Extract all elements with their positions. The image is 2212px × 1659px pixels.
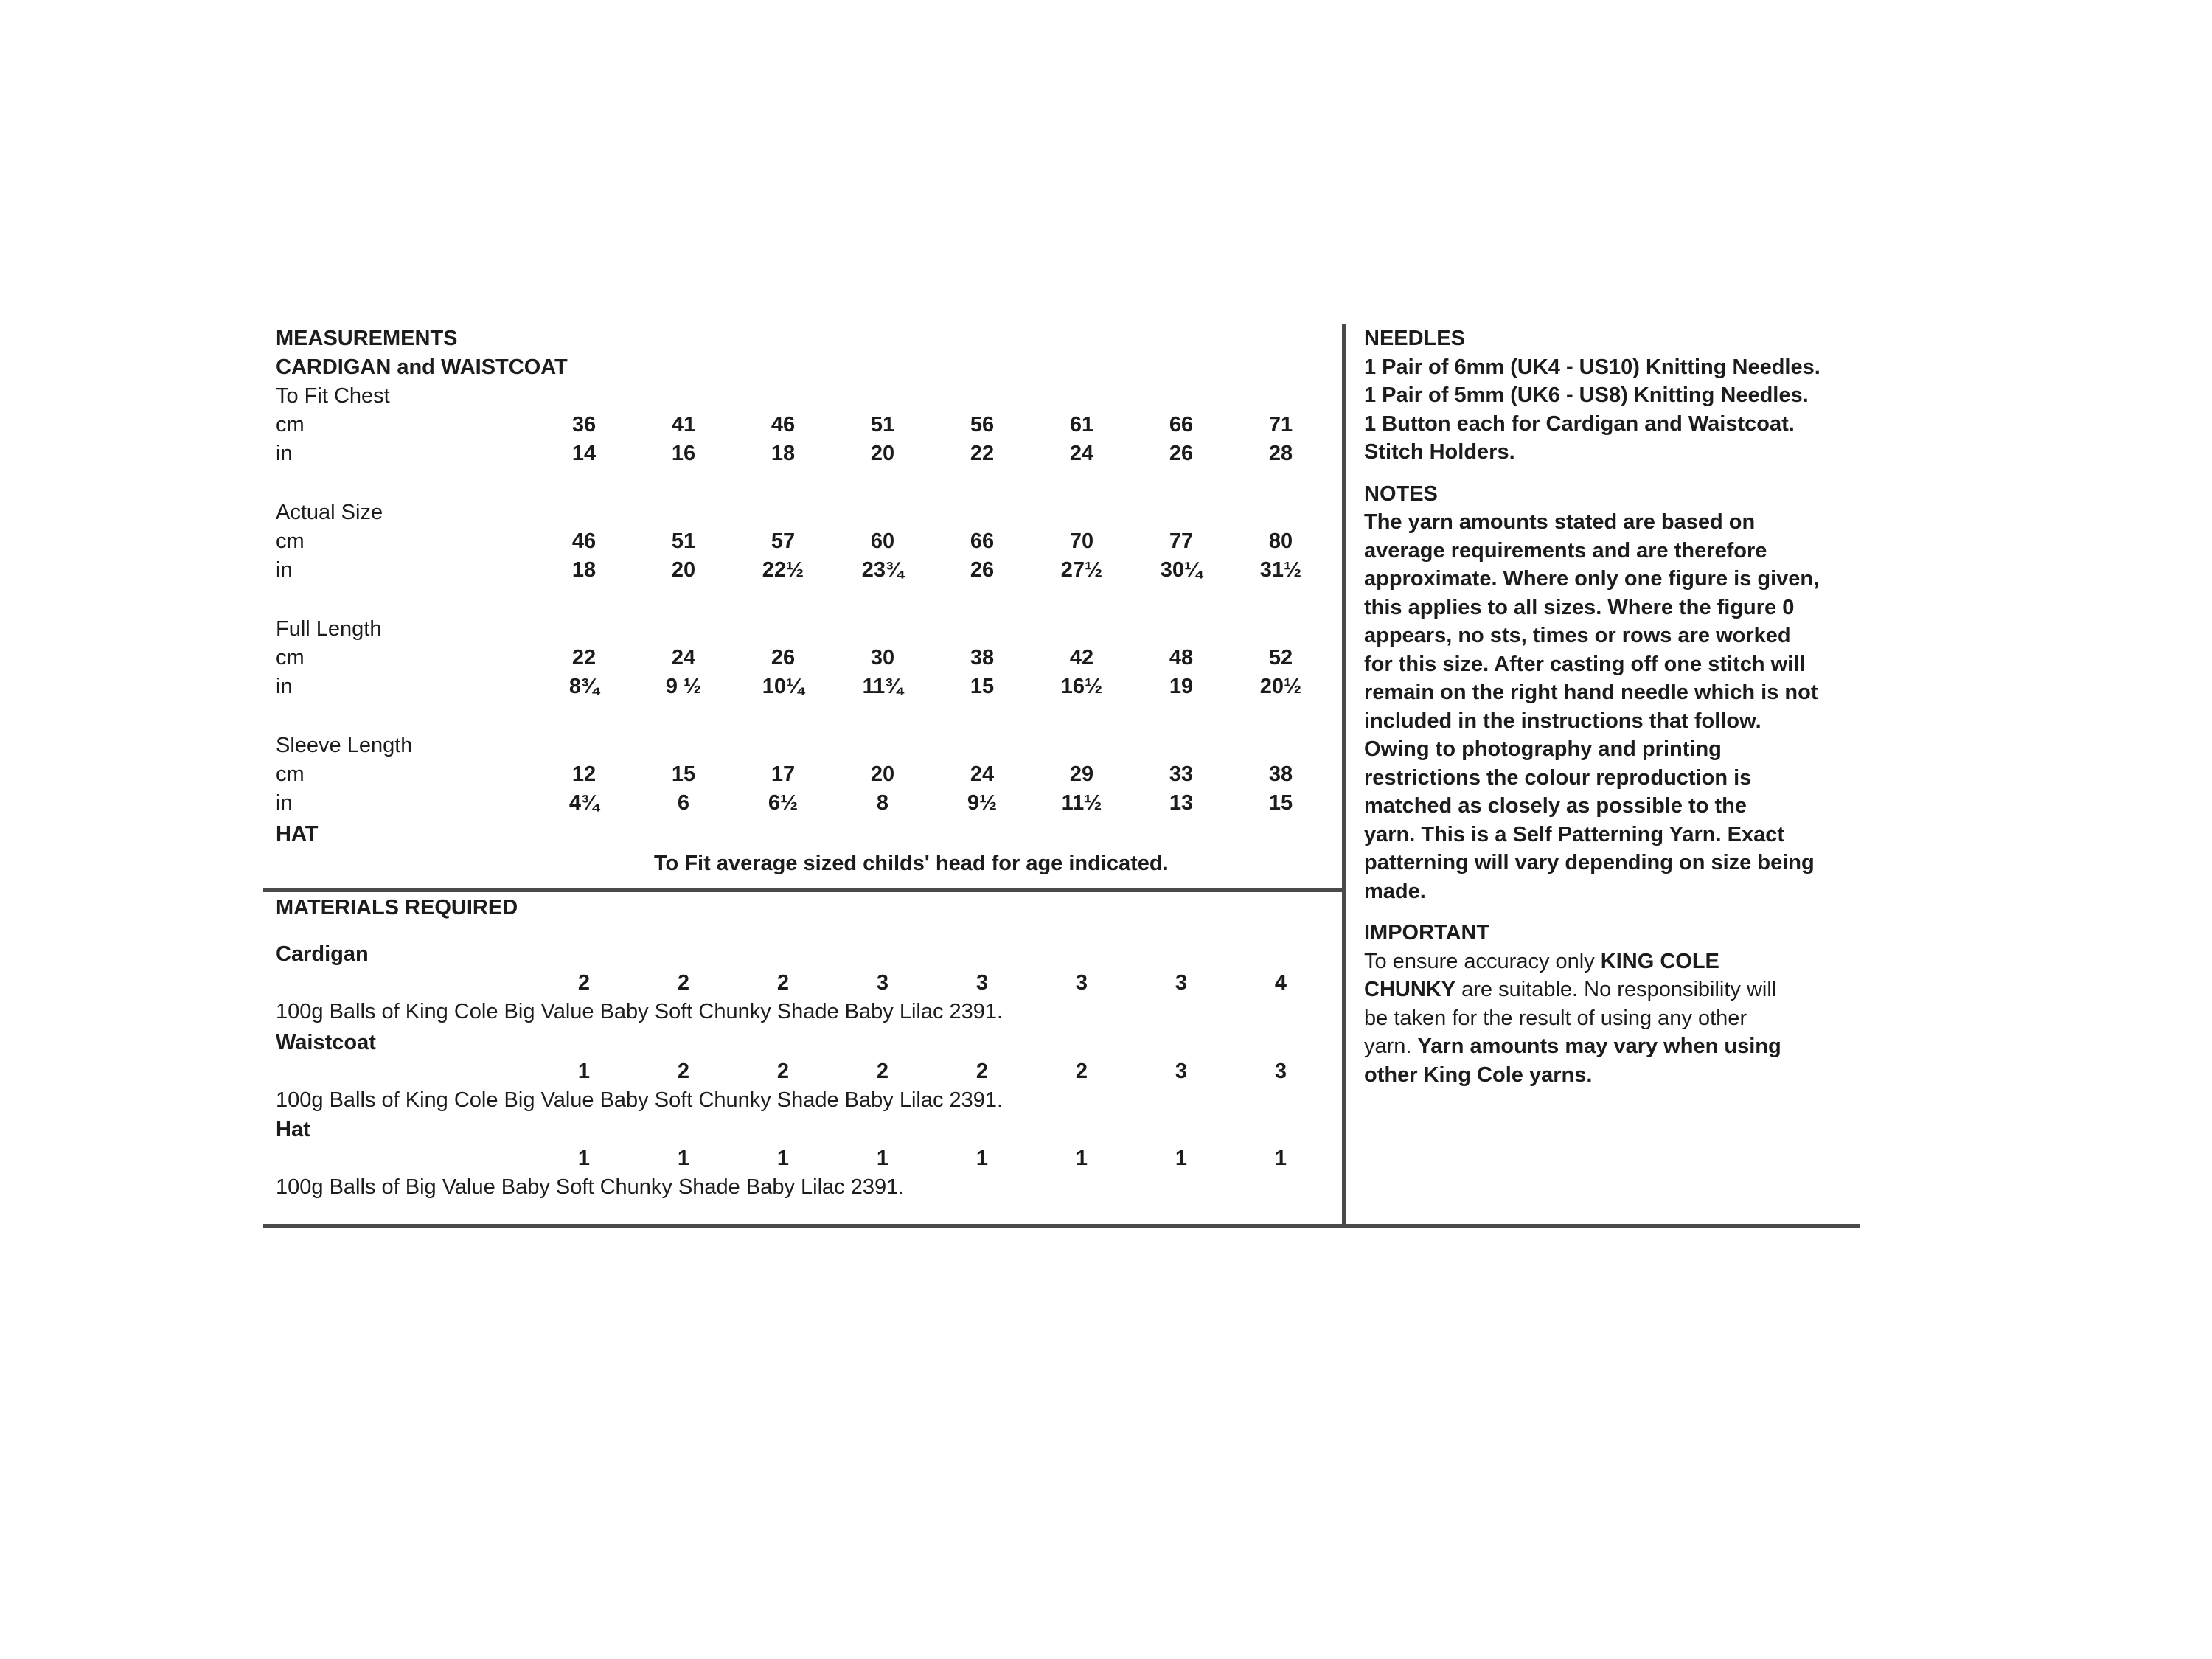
size-value: 61 [1069,413,1094,437]
size-value: 16½ [1060,675,1103,698]
right-column [1364,324,1851,1089]
column-divider [1342,324,1346,1228]
measurements-title: MEASUREMENTS [276,327,458,350]
size-value: 24 [671,646,696,669]
size-value: 38 [1268,762,1293,786]
size-value: 17 [771,762,796,786]
size-value: 46 [771,413,796,437]
section-label: Full Length [276,617,382,641]
size-value: 9 ½ [665,675,702,698]
ball-count: 1 [776,1147,790,1170]
size-value: 4¾ [568,791,599,815]
size-value: 13 [1169,791,1194,815]
notes-line: Owing to photography and printing [1364,737,1722,761]
size-value: 66 [1169,413,1194,437]
size-value: 20 [870,762,895,786]
material-name: Waistcoat [276,1031,376,1054]
ball-count: 2 [876,1060,889,1083]
hat-label: HAT [276,822,319,846]
unit-label: in [276,558,293,582]
ball-count: 1 [677,1147,690,1170]
size-value: 12 [571,762,597,786]
needles-title: NEEDLES [1364,327,1465,350]
needles-line: Stitch Holders. [1364,440,1515,464]
hat-note: To Fit average sized childs' head for age indicated. [654,852,1169,875]
ball-count: 1 [1075,1147,1088,1170]
size-value: 30¼ [1160,558,1203,582]
ball-count: 3 [1274,1060,1287,1083]
unit-label: in [276,675,293,698]
size-value: 52 [1268,646,1293,669]
material-name: Hat [276,1118,310,1141]
notes-line: patterning will vary depending on size being [1364,851,1815,874]
size-value: 20 [870,442,895,465]
size-value: 8 [876,791,889,815]
size-value: 15 [1268,791,1293,815]
size-value: 46 [571,529,597,553]
size-value: 42 [1069,646,1094,669]
size-value: 27½ [1060,558,1103,582]
notes-line: matched as closely as possible to the [1364,794,1747,818]
size-value: 56 [970,413,995,437]
size-value: 11¾ [862,675,903,698]
bottom-border [263,1224,1860,1228]
ball-count: 3 [1075,971,1088,995]
unit-label: cm [276,529,305,553]
important-line3-text: be taken for the result of using any other [1364,1006,1747,1030]
notes-line: average requirements and are therefore [1364,538,1767,563]
notes-line: for this size. After casting off one stitch will [1364,652,1806,676]
size-value: 6 [677,791,690,815]
size-value: 26 [970,558,995,582]
size-value: 15 [671,762,696,786]
size-value: 22 [571,646,597,669]
notes-line: remain on the right hand needle which is not [1364,681,1818,704]
important-brand: KING COLE [1600,949,1719,973]
needles-line: 1 Pair of 6mm (UK4 - US10) Knitting Needles. [1364,355,1820,379]
notes-line: The yarn amounts stated are based on [1364,510,1756,534]
ball-count: 1 [577,1147,591,1170]
notes-line: yarn. This is a Self Patterning Yarn. Exact [1364,822,1785,846]
size-value: 80 [1268,529,1293,553]
notes-line: this applies to all sizes. Where the figure 0 [1364,595,1795,619]
unit-label: in [276,442,293,465]
size-value: 24 [970,762,995,786]
size-value: 18 [771,442,796,465]
ball-count: 4 [1274,971,1287,995]
material-description: 100g Balls of Big Value Baby Soft Chunky Shade Baby Lilac 2391. [276,1175,905,1199]
needles-list [1364,353,1851,467]
size-value: 33 [1169,762,1194,786]
ball-count: 3 [1175,971,1188,995]
section-divider [263,888,1344,892]
material-description: 100g Balls of King Cole Big Value Baby Soft Chunky Shade Baby Lilac 2391. [276,1088,1004,1112]
size-value: 26 [1169,442,1194,465]
size-value: 23¾ [861,558,904,582]
ball-count: 2 [677,1060,690,1083]
ball-count: 1 [876,1147,889,1170]
size-value: 15 [970,675,995,698]
material-description: 100g Balls of King Cole Big Value Baby Soft Chunky Shade Baby Lilac 2391. [276,1000,1004,1023]
size-value: 10¼ [762,675,804,698]
important-line2-text: are suitable. No responsibility will [1455,978,1777,1001]
important-text [1364,947,1851,1090]
ball-count: 2 [677,971,690,995]
unit-label: cm [276,646,305,669]
ball-count: 2 [1075,1060,1088,1083]
size-value: 14 [571,442,597,465]
needles-line: 1 Pair of 5mm (UK6 - US8) Knitting Needles. [1364,383,1809,407]
unit-label: cm [276,413,305,437]
size-value: 11½ [1061,791,1102,815]
size-value: 24 [1069,442,1094,465]
important-line1-text: To ensure accuracy only [1364,949,1601,973]
size-value: 60 [870,529,895,553]
ball-count: 3 [876,971,889,995]
ball-count: 2 [975,1060,989,1083]
notes-line: included in the instructions that follow. [1364,709,1761,733]
size-value: 51 [671,529,696,553]
notes-text [1364,508,1851,905]
size-value: 6½ [768,791,799,815]
size-value: 18 [571,558,597,582]
size-value: 77 [1169,529,1194,553]
size-value: 66 [970,529,995,553]
important-warning: Yarn amounts may vary when using [1417,1034,1781,1058]
size-value: 20½ [1259,675,1302,698]
important-title: IMPORTANT [1364,921,1490,945]
ball-count: 2 [776,971,790,995]
size-value: 71 [1268,413,1293,437]
pattern-info-card [263,324,1860,1228]
material-name: Cardigan [276,942,369,966]
size-value: 22 [970,442,995,465]
ball-count: 1 [577,1060,591,1083]
size-value: 8¾ [568,675,599,698]
size-value: 9½ [967,791,998,815]
notes-line: restrictions the colour reproduction is [1364,765,1752,790]
unit-label: in [276,791,293,815]
size-value: 30 [870,646,895,669]
size-value: 38 [970,646,995,669]
ball-count: 3 [1175,1060,1188,1083]
section-label: Actual Size [276,501,383,524]
ball-count: 2 [577,971,591,995]
ball-count: 3 [975,971,989,995]
size-value: 48 [1169,646,1194,669]
size-value: 51 [870,413,895,437]
important-line4-text: yarn. [1364,1034,1418,1058]
size-value: 70 [1069,529,1094,553]
section-label: Sleeve Length [276,734,413,757]
size-value: 22½ [762,558,804,582]
notes-line: appears, no sts, times or rows are worked [1364,624,1791,647]
section-label: To Fit Chest [276,384,390,408]
notes-line: approximate. Where only one figure is given, [1364,567,1820,591]
important-warning-cont: other King Cole yarns. [1364,1062,1593,1087]
size-value: 29 [1069,762,1094,786]
size-value: 57 [771,529,796,553]
important-brand-cont: CHUNKY [1364,978,1456,1001]
ball-count: 1 [1274,1147,1287,1170]
notes-title: NOTES [1364,481,1438,506]
size-value: 26 [771,646,796,669]
size-value: 41 [671,413,696,437]
size-value: 31½ [1259,558,1302,582]
size-value: 20 [671,558,696,582]
size-value: 16 [671,442,696,465]
needles-line: 1 Button each for Cardigan and Waistcoat. [1364,411,1795,436]
size-value: 28 [1268,442,1293,465]
ball-count: 1 [975,1147,989,1170]
ball-count: 2 [776,1060,790,1083]
unit-label: cm [276,762,305,786]
size-value: 19 [1169,675,1194,698]
notes-line: made. [1364,879,1426,903]
ball-count: 1 [1175,1147,1188,1170]
measurements-subtitle: CARDIGAN and WAISTCOAT [276,355,568,379]
size-value: 36 [571,413,597,437]
materials-title: MATERIALS REQUIRED [276,896,518,919]
